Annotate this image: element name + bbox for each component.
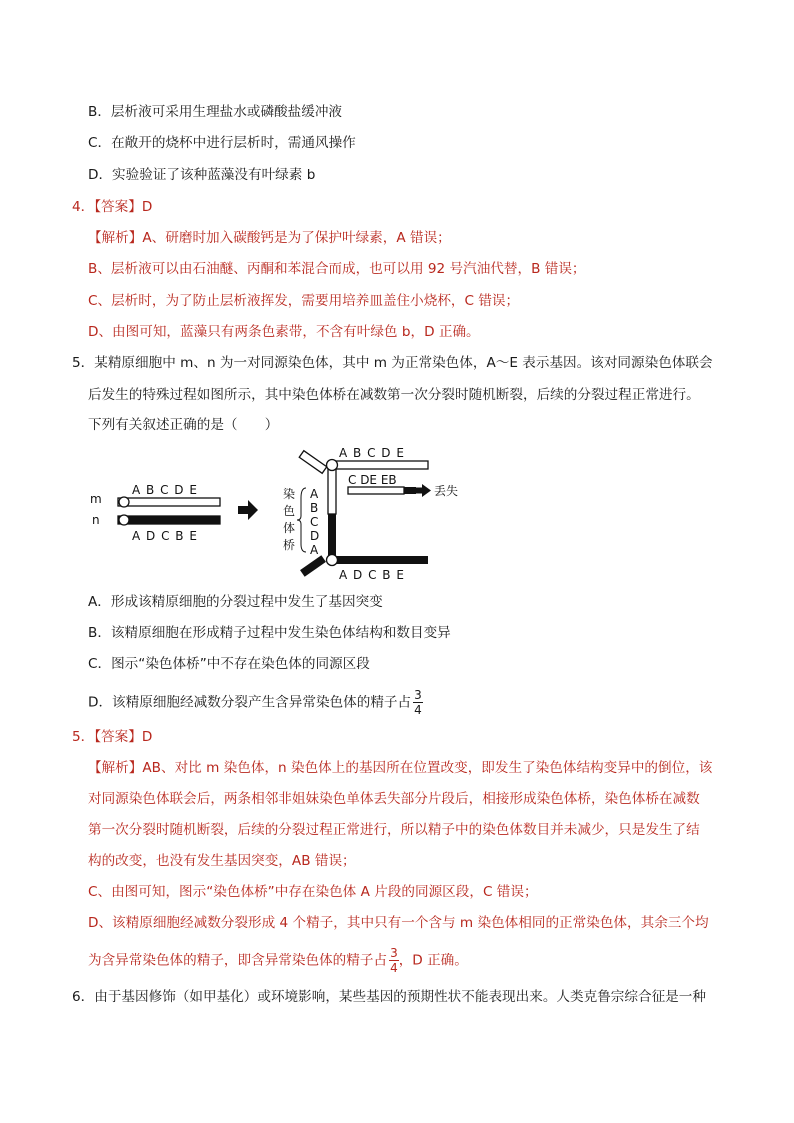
q4-analysis-2: B、层析液可以由石油醚、丙酮和苯混合而成，也可以用 92 号汽油代替，B 错误； [88, 261, 586, 277]
q5-option-d [88, 688, 423, 717]
m-centromere [119, 497, 129, 507]
q5-analysis-7 [88, 946, 468, 975]
top-genes: A B C D E [339, 446, 405, 460]
process-arrow [238, 500, 258, 520]
q4-analysis-3: C、层析时，为了防止层析液挥发，需要用培养皿盖住小烧杯，C 错误； [88, 293, 520, 309]
top-chromosome-arm [332, 461, 428, 469]
q4-option-c: C．在敞开的烧杯中进行层析时，需通风操作 [88, 135, 356, 151]
q5-analysis-4: 构的改变，也没有发生基因突变，AB 错误； [88, 853, 356, 869]
lost-arrow [416, 484, 431, 497]
bottom-genes: A D C B E [339, 568, 405, 582]
bridge-caption-4: 桥 [283, 538, 296, 552]
chromosome-bridge-figure [80, 440, 480, 585]
bridge-gene-c: C [310, 515, 319, 529]
q5-analysis-3: 第一次分裂时随机断裂，后续的分裂过程正常进行，所以精子中的染色体数目并未减少，只是发生了结 [88, 822, 700, 838]
n-genes: A D C B E [132, 529, 198, 543]
q5-stem-2: 后发生的特殊过程如图所示，其中染色体桥在减数第一次分裂时随机断裂，后续的分裂过程正常进行。 [88, 387, 700, 403]
bridge-caption-1: 染 [283, 487, 296, 501]
q4-analysis-4: D、由图可知，蓝藻只有两条色素带，不含有叶绿色 b，D 正确。 [88, 324, 480, 340]
fraction-numerator: 3 [390, 946, 398, 960]
bottom-chromosome-arm [332, 556, 428, 564]
q5-option-a: A．形成该精原细胞的分裂过程中发生了基因突变 [88, 594, 383, 610]
q5-analysis-7-tail: ，D 正确。 [398, 952, 468, 969]
bridge-black-segment [328, 514, 336, 560]
q5-option-d-fraction [413, 688, 423, 717]
n-centromere [119, 515, 129, 525]
q5-option-c: C．图示“染色体桥”中不存在染色体的同源区段 [88, 656, 370, 672]
top-centromere [327, 460, 338, 471]
fraction-denominator: 4 [414, 703, 422, 717]
bottom-short-arm [300, 555, 326, 576]
n-chromosome [118, 516, 220, 524]
q5-analysis-1: 【解析】AB、对比 m 染色体，n 染色体上的基因所在位置改变，即发生了染色体结构变异中的倒位，该 [88, 760, 713, 776]
bridge-caption-3: 体 [283, 521, 296, 535]
q5-analysis-6: D、该精原细胞经减数分裂形成 4 个精子，其中只有一个含与 m 染色体相同的正常染色体，其余三个均 [88, 915, 709, 931]
q4-analysis-1: 【解析】A、研磨时加入碳酸钙是为了保护叶绿素，A 错误； [88, 230, 451, 246]
bottom-centromere [327, 555, 338, 566]
q5-analysis-5: C、由图可知，图示“染色体桥”中存在染色体 A 片段的同源区段，C 错误； [88, 884, 538, 900]
q5-stem-1: 5．某精原细胞中 m、n 为一对同源染色体，其中 m 为正常染色体，A～E 表示基因。该对同源染色体联会 [72, 355, 713, 371]
q4-answer-label: 4．【答案】D [72, 199, 153, 215]
fragment-genes: C DE EB [348, 473, 397, 487]
bridge-white-segment [328, 466, 336, 514]
q5-option-d-text: D．该精原细胞经减数分裂产生含异常染色体的精子占 [88, 694, 412, 711]
fragment-white [348, 487, 404, 494]
q5-answer-label: 5．【答案】D [72, 729, 153, 745]
q5-analysis-2: 对同源染色体联会后，两条相邻非姐妹染色单体丢失部分片段后，相接形成染色体桥，染色体桥在减数 [88, 791, 700, 807]
fraction-denominator: 4 [390, 961, 398, 975]
bridge-caption-2: 色 [283, 504, 296, 518]
q4-option-d: D．实验验证了该种蓝藻没有叶绿素 b [88, 167, 316, 183]
q5-stem-3: 下列有关叙述正确的是（ ） [88, 417, 279, 433]
q5-analysis-7-text: 为含异常染色体的精子，即含异常染色体的精子占 [88, 952, 388, 969]
m-genes: A B C D E [132, 483, 198, 497]
bridge-gene-a-upper: A [310, 487, 319, 501]
bridge-gene-b: B [310, 501, 319, 515]
bridge-gene-d: D [310, 529, 320, 543]
q5-analysis-fraction [389, 946, 399, 975]
bridge-brace [297, 488, 306, 552]
m-label: m [90, 492, 102, 506]
m-chromosome [118, 498, 220, 506]
q4-option-b: B．层析液可采用生理盐水或磷酸盐缓冲液 [88, 104, 343, 120]
bridge-gene-a-lower: A [310, 543, 319, 557]
q5-option-b: B．该精原细胞在形成精子过程中发生染色体结构和数目变异 [88, 625, 451, 641]
n-label: n [92, 513, 100, 527]
fraction-numerator: 3 [414, 688, 422, 702]
top-short-arm [299, 451, 327, 474]
lost-label: 丢失 [434, 484, 459, 498]
q6-stem-1: 6．由于基因修饰（如甲基化）或环境影响，某些基因的预期性状不能表现出来。人类克鲁宗综合征是一种 [72, 989, 706, 1005]
fragment-black [404, 487, 416, 494]
